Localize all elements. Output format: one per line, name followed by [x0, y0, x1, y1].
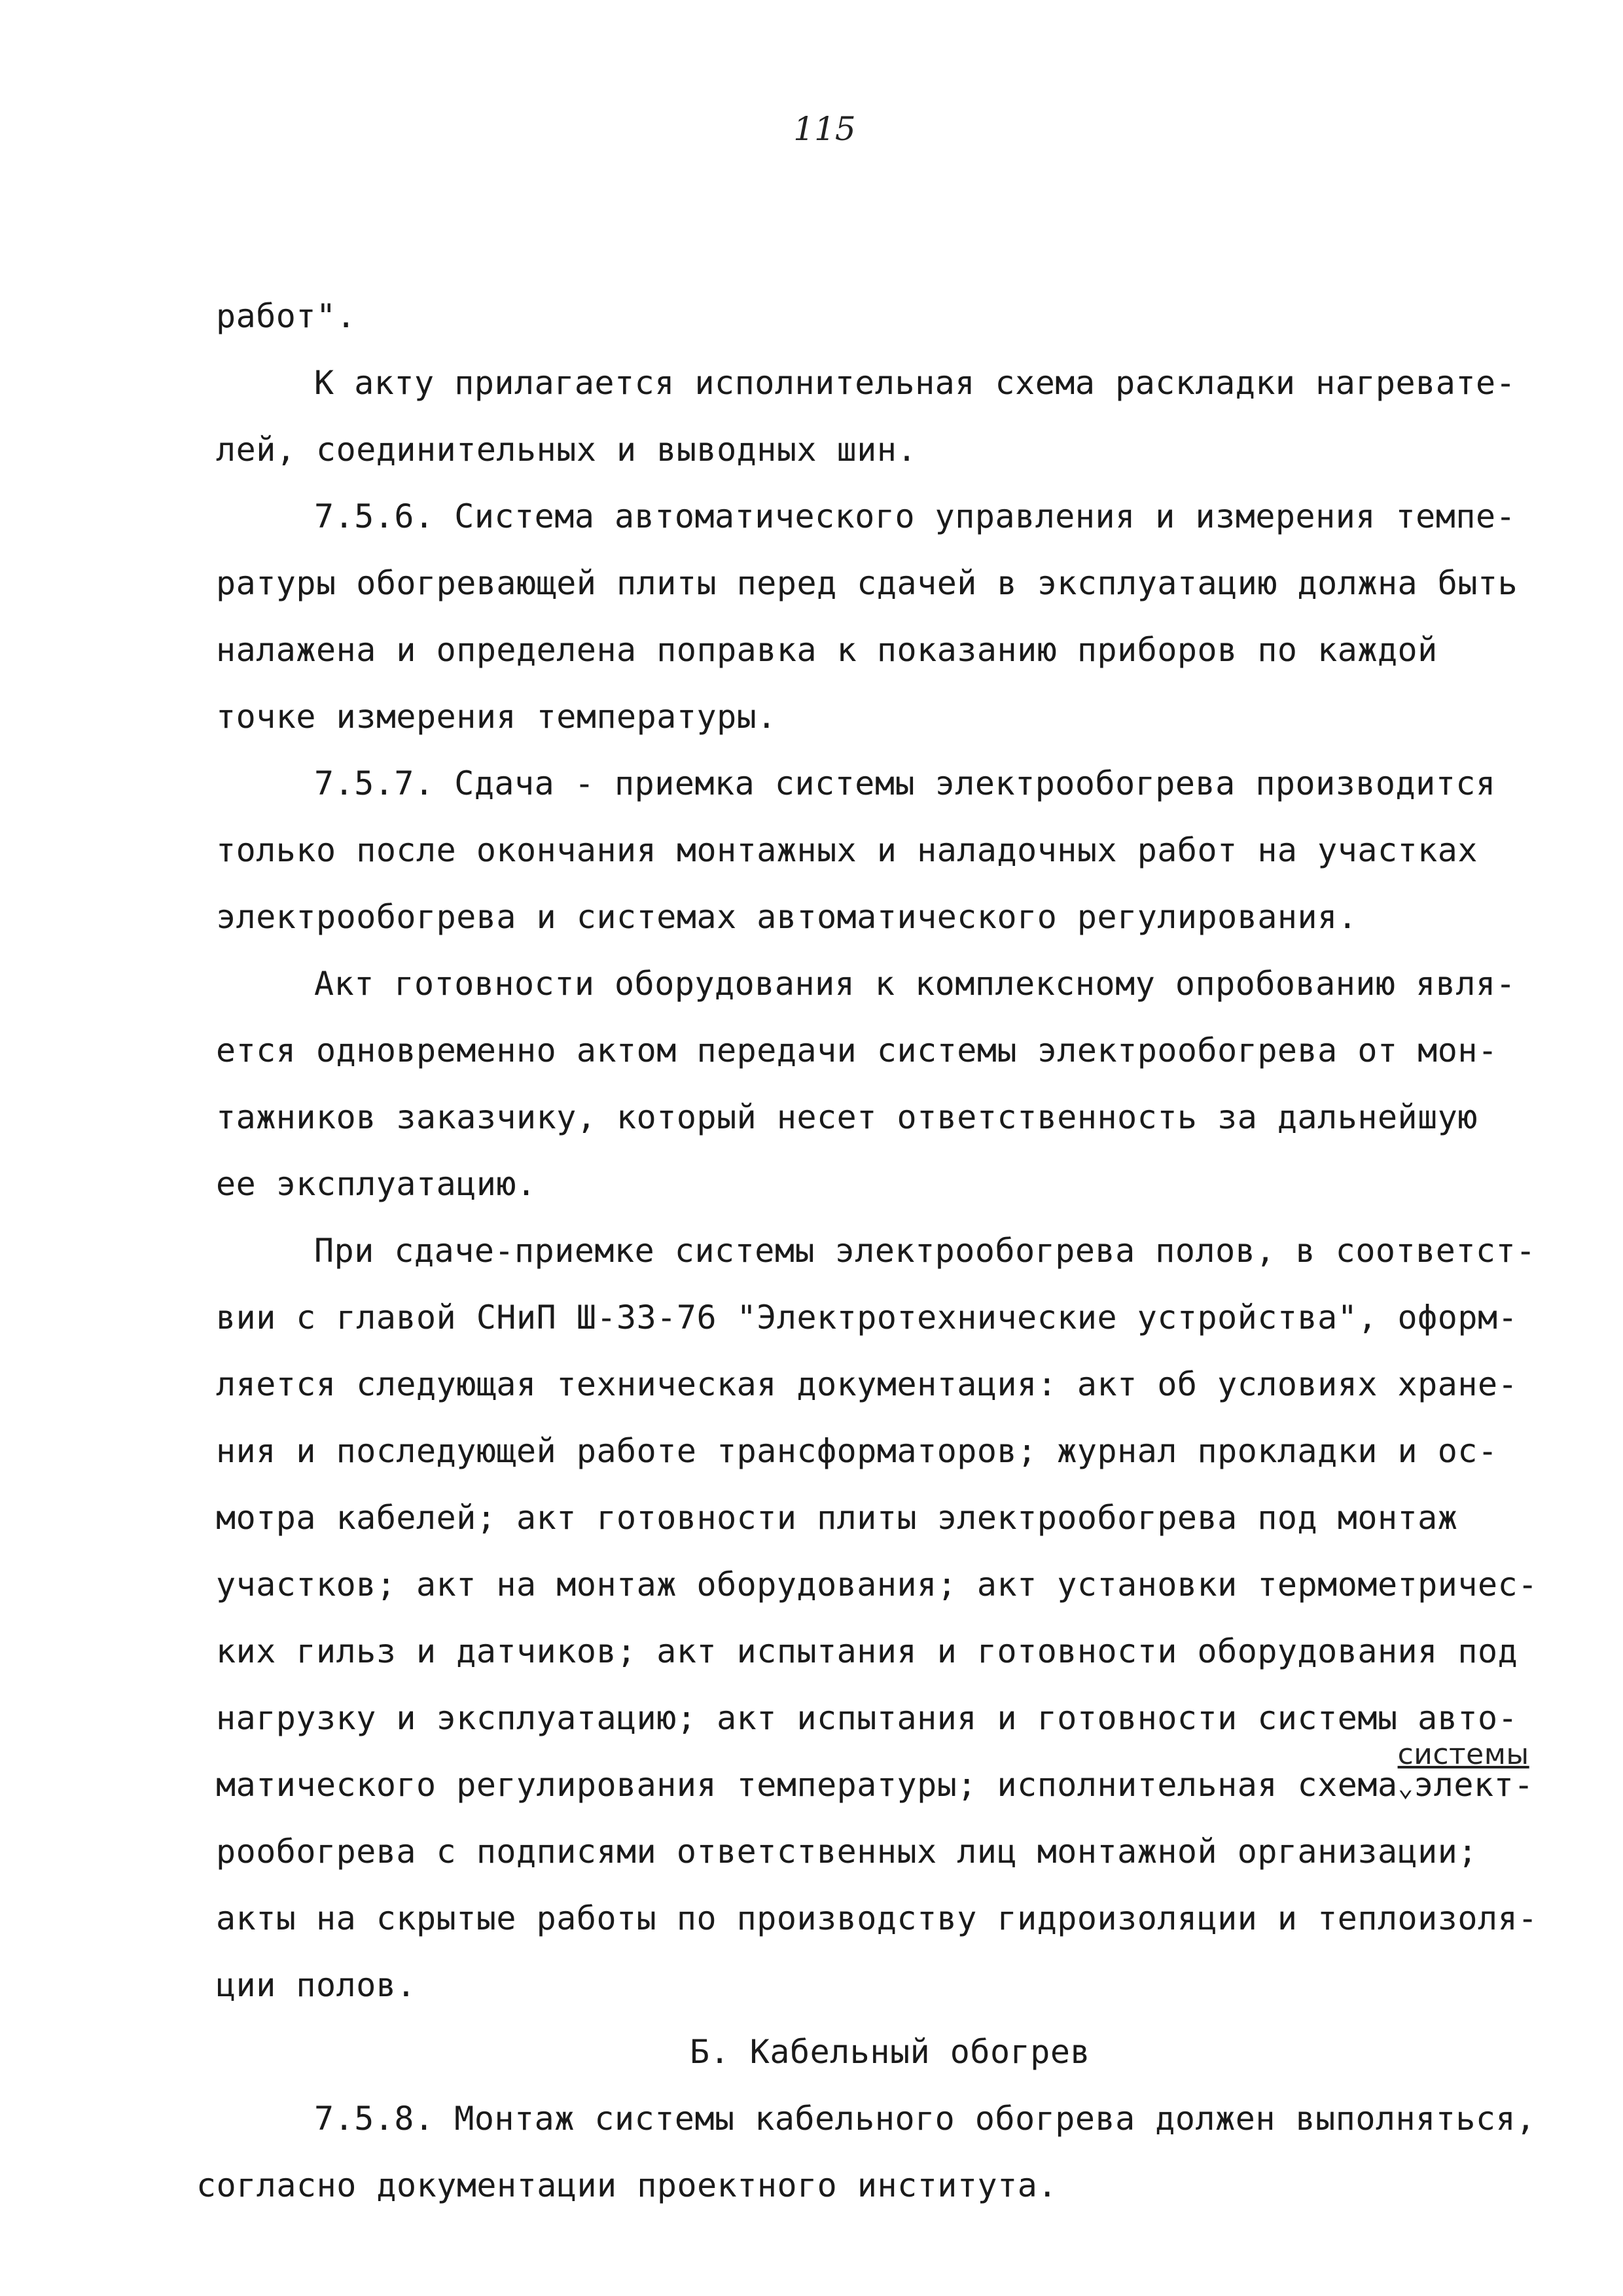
text-line: вии с главой СНиП Ш-33-76 "Электротехнические устройства", оформ-: [216, 1299, 1518, 1336]
text-line: нагрузку и эксплуатацию; акт испытания и готовности системы авто-: [216, 1699, 1518, 1737]
text-line: лей, соединительных и выводных шин.: [216, 431, 918, 469]
text-line: работ".: [216, 297, 357, 335]
text-line: 7.5.8. Монтаж системы кабельного обогрева должен выполняться,: [314, 2100, 1536, 2138]
text-line: тажников заказчику, который несет ответственность за дальнейшую: [216, 1098, 1478, 1136]
page-number: 115: [793, 110, 856, 148]
text-line: ких гильз и датчиков; акт испытания и готовности оборудования под: [216, 1632, 1518, 1670]
handwritten-insert-word: системы: [1397, 1738, 1529, 1771]
section-heading: Б. Кабельный обогрев: [689, 2033, 1091, 2071]
paragraph-7-5-8: [196, 2085, 1564, 2219]
insertion-caret-icon: ⌄: [1397, 1772, 1414, 1803]
paragraph-7-5-7: [216, 750, 1564, 950]
text-line: ее эксплуатацию.: [216, 1165, 537, 1203]
paragraph-readiness-act: [216, 950, 1564, 1217]
text-line: рообогрева с подписями ответственных лиц монтажной организации;: [216, 1833, 1478, 1871]
text-line: участков; акт на монтаж оборудования; акт установки термометричес-: [216, 1566, 1538, 1604]
text-segment: матического регулирования температуры; исполнительная схема: [216, 1766, 1398, 1804]
paragraph-act-attachment: [216, 350, 1564, 483]
text-line-with-insertion: [216, 1738, 1564, 1818]
paragraph-fragment-top: [216, 283, 1564, 350]
paragraph-documentation: [216, 1217, 1564, 2018]
text-line: ляется следующая техническая документация: акт об условиях хране-: [216, 1365, 1518, 1403]
text-line: мотра кабелей; акт готовности плиты электрообогрева под монтаж: [216, 1499, 1458, 1537]
text-line: точке измерения температуры.: [216, 698, 777, 736]
text-line: согласно документации проектного института.: [196, 2166, 1058, 2204]
text-line: налажена и определена поправка к показанию приборов по каждой: [216, 631, 1438, 669]
text-line: электрообогрева и системах автоматического регулирования.: [216, 898, 1358, 936]
text-line: ется одновременно актом передачи системы электрообогрева от мон-: [216, 1031, 1498, 1069]
text-line: К акту прилагается исполнительная схема раскладки нагревате-: [314, 364, 1516, 402]
paragraph-7-5-6: [216, 483, 1564, 750]
text-line: ратуры обогревающей плиты перед сдачей в эксплуатацию должна быть: [216, 564, 1518, 602]
text-line: ции полов.: [216, 1966, 417, 2004]
section-heading-block: [216, 2018, 1564, 2085]
text-line: 7.5.7. Сдача - приемка системы электрообогрева производится: [314, 764, 1496, 802]
text-line: При сдаче-приемке системы электрообогрева полов, в соответст-: [314, 1232, 1536, 1270]
text-line: только после окончания монтажных и наладочных работ на участках: [216, 831, 1478, 869]
text-line: Акт готовности оборудования к комплексному опробованию явля-: [314, 965, 1516, 1003]
text-line: ния и последующей работе трансформаторов; журнал прокладки и ос-: [216, 1432, 1498, 1470]
text-line: акты на скрытые работы по производству гидроизоляции и теплоизоля-: [216, 1899, 1538, 1937]
text-segment: элект-: [1414, 1766, 1534, 1804]
text-line: 7.5.6. Система автоматического управления и измерения темпе-: [314, 497, 1516, 535]
